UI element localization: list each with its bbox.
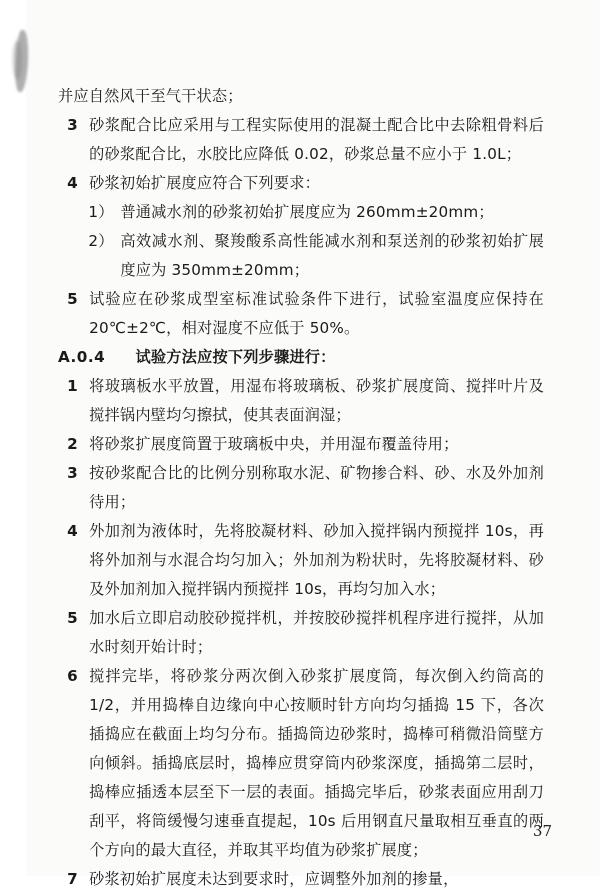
paragraph-text: 高效减水剂、聚羧酸系高性能减水剂和泵送剂的砂浆初始扩展度应为 350mm±20mm； [120,232,544,279]
paragraph-text: 将砂浆扩展度筒置于玻璃板中央，并用湿布覆盖待用； [89,435,459,453]
list-item-number: 3 [67,464,78,482]
step-item-3 [58,459,544,517]
document-body [58,82,544,894]
paragraph-text: 按砂浆配合比的比例分别称取水泥、矿物掺合料、砂、水及外加剂待用； [89,464,544,511]
list-item-4-2 [58,227,544,285]
paragraph-text: 砂浆初始扩展度应符合下列要求： [89,174,320,192]
section-number: A.0.4 [58,348,106,366]
list-item-number: 4 [67,174,78,192]
list-item-number: 4 [67,522,78,540]
list-item-4 [58,169,544,198]
page-number: 37 [532,822,552,840]
list-item-number: 3 [67,116,78,134]
list-item-number: 7 [67,870,78,888]
list-item-number: 5 [67,609,78,627]
paragraph-text: 试验应在砂浆成型室标准试验条件下进行，试验室温度应保持在 20℃±2℃，相对湿度不应低于 50%。 [89,290,544,337]
paragraph-text: 砂浆配合比应采用与工程实际使用的混凝土配合比中去除粗骨料后的砂浆配合比，水胶比应降低 0.02，砂浆总量不应小于 1.0L； [89,116,544,163]
list-item-number: 5 [67,290,78,308]
list-item-number: 1） [88,203,114,221]
paragraph-text: 将玻璃板水平放置，用湿布将玻璃板、砂浆扩展度筒、搅拌叶片及搅拌锅内壁均匀擦拭，使其表面润湿； [89,377,544,424]
section-title-text: 试验方法应按下列步骤进行： [135,348,336,366]
step-item-4 [58,517,544,604]
paragraph-text: 搅拌完毕，将砂浆分两次倒入砂浆扩展度筒，每次倒入约筒高的 1/2，并用捣棒自边缘向中心按顺时针方向均匀插捣 15 下，各次插捣应在截面上均匀分布。插捣筒边砂浆时，捣棒可稍微沿筒壁方向倾斜。插捣底层时，捣棒应贯穿筒内砂浆深度，插捣第二层时，捣棒应插透本层至下一层的表面。插捣完毕后，砂浆表面应用刮刀刮平，将筒缓慢匀速垂直提起，10s 后用钢直尺量取相互垂直的两个方向的最大直径，并取其平均值为砂浆扩展度； [89,667,544,859]
step-item-6 [58,662,544,865]
list-item-4-1 [58,198,544,227]
list-item-5 [58,285,544,343]
paragraph-intro [58,82,544,111]
paragraph-text: 普通减水剂的砂浆初始扩展度应为 260mm±20mm； [120,203,494,221]
scan-edge [0,0,26,876]
step-item-1 [58,372,544,430]
scan-artifact-secondary-icon [13,40,22,80]
paragraph-text: 加水后立即启动胶砂搅拌机，并按胶砂搅拌机程序进行搅拌，从加水时刻开始计时； [89,609,544,656]
paragraph-text: 外加剂为液体时，先将胶凝材料、砂加入搅拌锅内预搅拌 10s，再将外加剂与水混合均匀加入；外加剂为粉状时，先将胶凝材料、砂及外加剂加入搅拌锅内预搅拌 10s，再均匀加入水； [89,522,544,598]
list-item-number: 2 [67,435,78,453]
paragraph-text: 并应自然风干至气干状态； [58,87,243,105]
list-item-number: 1 [67,377,78,395]
step-item-5 [58,604,544,662]
step-item-7 [58,865,544,894]
list-item-number: 2） [88,232,114,250]
list-item-3 [58,111,544,169]
step-item-2 [58,430,544,459]
paragraph-text: 砂浆初始扩展度未达到要求时，应调整外加剂的掺量， [89,870,459,888]
list-item-number: 6 [67,667,78,685]
section-heading-a-0-4 [58,343,544,372]
